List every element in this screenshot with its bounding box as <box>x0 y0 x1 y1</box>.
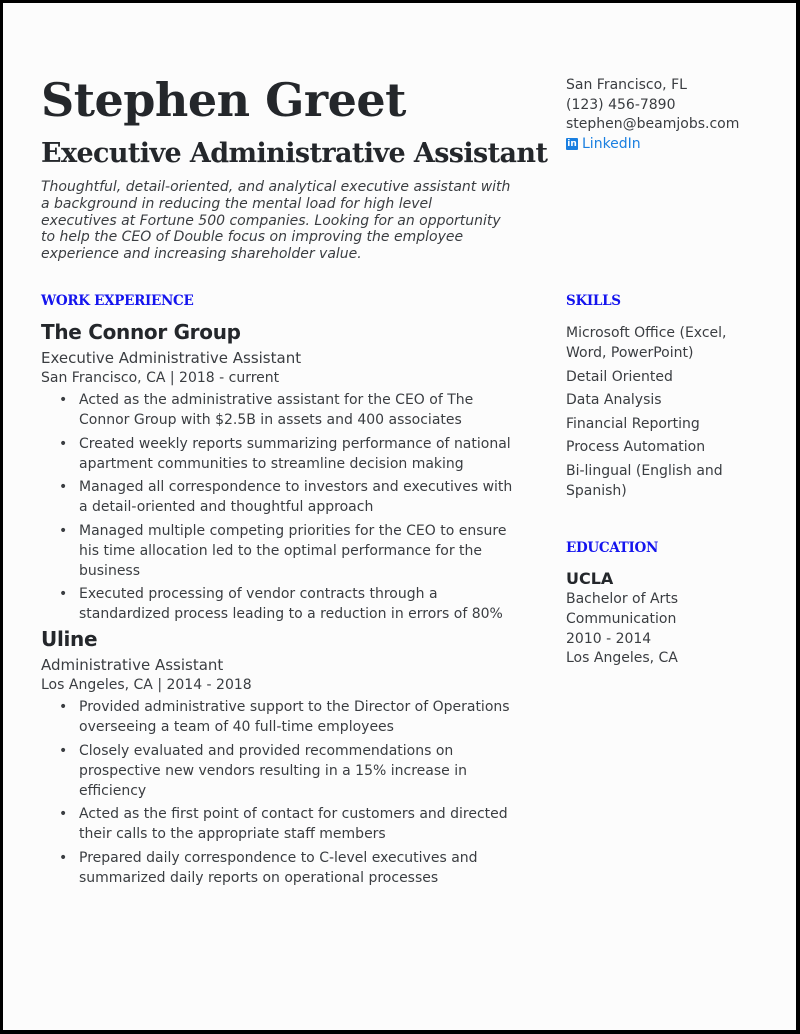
contact-location: San Francisco, FL <box>566 77 687 93</box>
candidate-title: Executive Administrative Assistant <box>41 138 548 169</box>
job-bullets <box>41 390 521 624</box>
work-experience-heading: WORK EXPERIENCE <box>41 293 194 309</box>
job-bullet: • Provided administrative support to the Director of Operations overseeing a team of 40 full-time employees <box>79 697 521 737</box>
edu-field: Communication <box>566 610 677 627</box>
summary: Thoughtful, detail-oriented, and analytical executive assistant with a background in reducing the mental load for high level executives at Fortune 500 companies. Looking for an opportunity to help the CEO of Double focus on improving the employee experience and increasing shareholder value. <box>41 179 511 263</box>
job-entry <box>41 319 521 628</box>
job-bullet: • Executed processing of vendor contracts through a standardized process leading to a reduction in errors of 80% <box>79 584 521 624</box>
job-bullet: • Acted as the first point of contact for customers and directed their calls to the appropriate staff members <box>79 804 521 844</box>
linkedin-label: LinkedIn <box>582 135 641 152</box>
job-bullet: • Created weekly reports summarizing performance of national apartment communities to streamline decision making <box>79 434 521 474</box>
skill-item: Process Automation <box>566 439 706 455</box>
job-meta: Los Angeles, CA | 2014 - 2018 <box>41 677 252 693</box>
education-entry <box>566 568 678 669</box>
resume-page <box>3 3 796 1030</box>
skill-item: Financial Reporting <box>566 415 700 432</box>
job-bullet: • Closely evaluated and provided recommendations on prospective new vendors resulting in a 15% increase in efficiency <box>79 741 521 801</box>
skills-list <box>566 323 756 504</box>
skills-heading: SKILLS <box>566 293 621 309</box>
skill-item: Detail Oriented <box>566 368 673 385</box>
job-role: Executive Administrative Assistant <box>41 349 302 367</box>
linkedin-link[interactable] <box>566 135 739 155</box>
candidate-name: Stephen Greet <box>41 73 406 127</box>
job-bullet: • Managed all correspondence to investors and executives with a detail-oriented and thoughtful approach <box>79 477 521 517</box>
education-heading: EDUCATION <box>566 540 659 556</box>
job-bullet: • Acted as the administrative assistant for the CEO of The Connor Group with $2.5B in assets and 400 associates <box>79 390 521 430</box>
job-company: Uline <box>41 627 98 651</box>
skill-item: Microsoft Office (Excel, Word, PowerPoint) <box>566 325 727 361</box>
job-bullets <box>41 697 521 888</box>
edu-years: 2010 - 2014 <box>566 630 652 647</box>
job-company: The Connor Group <box>41 320 241 344</box>
skill-item: Data Analysis <box>566 392 662 408</box>
contact-phone: (123) 456-7890 <box>566 96 676 113</box>
edu-school: UCLA <box>566 569 614 588</box>
job-meta: San Francisco, CA | 2018 - current <box>41 370 280 386</box>
contact-block <box>566 76 739 154</box>
job-role: Administrative Assistant <box>41 656 224 674</box>
linkedin-icon: in <box>567 139 577 150</box>
job-entry <box>41 626 521 891</box>
job-bullet: • Prepared daily correspondence to C-level executives and summarized daily reports on operational processes <box>79 848 521 888</box>
edu-degree: Bachelor of Arts <box>566 591 679 607</box>
skill-item: Bi-lingual (English and Spanish) <box>566 462 723 499</box>
job-bullet: • Managed multiple competing priorities for the CEO to ensure his time allocation led to the optimal performance for the business <box>79 521 521 581</box>
contact-email: stephen@beamjobs.com <box>566 116 740 132</box>
edu-location: Los Angeles, CA <box>566 650 678 667</box>
